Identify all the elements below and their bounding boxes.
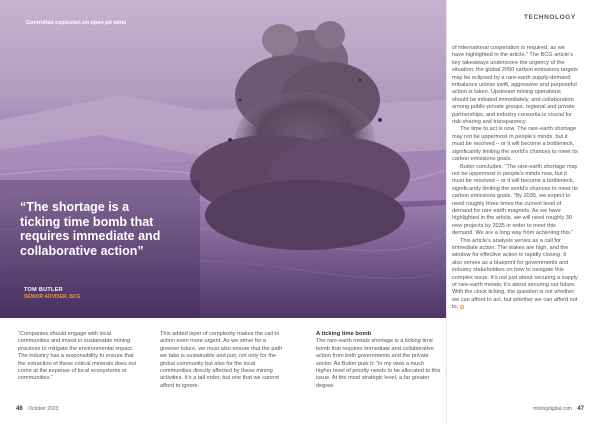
- subheading: A ticking time bomb: [316, 331, 372, 337]
- left-column-3: [316, 331, 441, 390]
- paragraph-text: This article’s analysis serves as a call for immediate action. The stakes are high, and the window for effective action is rapidly closing. It also serves as a blueprint for governments and industry stakeholders on how to navigate this complex issue. It’s not just about securing a supply of rare-earth metals; it’s about securing our future. With the clock ticking, the question is not whether we can afford to act, but whether we can afford not to.: [452, 237, 578, 311]
- paragraph: of international cooperation is required, as we have highlighted in the article.” The BCG article’s key takeaways underscore the urgency of the situation: the global 2050 carbon emissions targets may be eclipsed by a rare-earth supply-demand imbalance unless swift, aggressive and purposeful action is taken. Upstream mining operations should be initiated immediately, and collaboration among public-private groups, regional and private partnerships, and industry consortia is crucial for risk-sharing and transparency.: [452, 45, 578, 126]
- photo-caption: Controlled explosion on open pit mine: [26, 20, 127, 26]
- left-column-2: [160, 331, 285, 390]
- site-url: miningdigital.com: [533, 406, 572, 412]
- end-of-article-icon: [460, 305, 464, 309]
- issue-date: October 2023: [28, 406, 59, 412]
- right-footer: [533, 406, 584, 412]
- paragraph-final: [452, 238, 578, 312]
- page-gutter: [446, 0, 447, 424]
- section-label: TECHNOLOGY: [524, 14, 576, 21]
- pull-quote: “The shortage is a ticking time bomb that requires immediate and collaborative action”: [20, 200, 161, 258]
- paragraph: This added layer of complexity makes the call to action even more urgent. As we strive for a greener future, we must also ensure that the path we take is sustainable and just, not only for the global community but also for the local communities directly affected by these mining activities. It’s a tall order, but one that we cannot afford to ignore.: [160, 331, 283, 389]
- quote-author-role: SENIOR ADVISER, BCG: [24, 294, 81, 300]
- paragraph: The time to act is now. The rare-earth shortage may not be uppermost in people’s minds, but it must be resolved – or it will become a bottleneck, significantly limiting the world’s chances to meet its carbon emissions goals.: [452, 126, 578, 163]
- paragraph: Butler concludes: “The rare-earth shortage may not be uppermost in people’s minds now, but it must be resolved – or it will become a bottleneck, significantly limiting the world’s chances to meet its carbon emissions goals. “By 2035, we expect to need roughly three times the current level of demand for rare earth magnets. As we have highlighted in the article, we will need roughly 30 new projects by 2035 in order to meet this demand. We are a long way from achieving this.”: [452, 163, 578, 237]
- quote-author-name: TOM BUTLER: [24, 287, 63, 293]
- left-column-1: [18, 331, 138, 383]
- left-footer: [16, 406, 58, 412]
- page-number-right: 47: [577, 406, 584, 412]
- page-number-left: 46: [16, 406, 23, 412]
- paragraph: “Companies should engage with local communities and invest in sustainable mining practices to mitigate the environmental impact. The industry has a responsibility to ensure that the extraction of these critical minerals does not come at the expense of local ecosystems or communities.”: [18, 331, 137, 382]
- right-column: [452, 45, 578, 312]
- paragraph: The rare-earth metals shortage is a ticking time bomb that requires immediate and collaborative action from both governments and the private sector. As Butler puts it: “In my view a much higher level of priority needs to be allocated to this issue. At the most strategic level, a far greater degree: [316, 338, 441, 389]
